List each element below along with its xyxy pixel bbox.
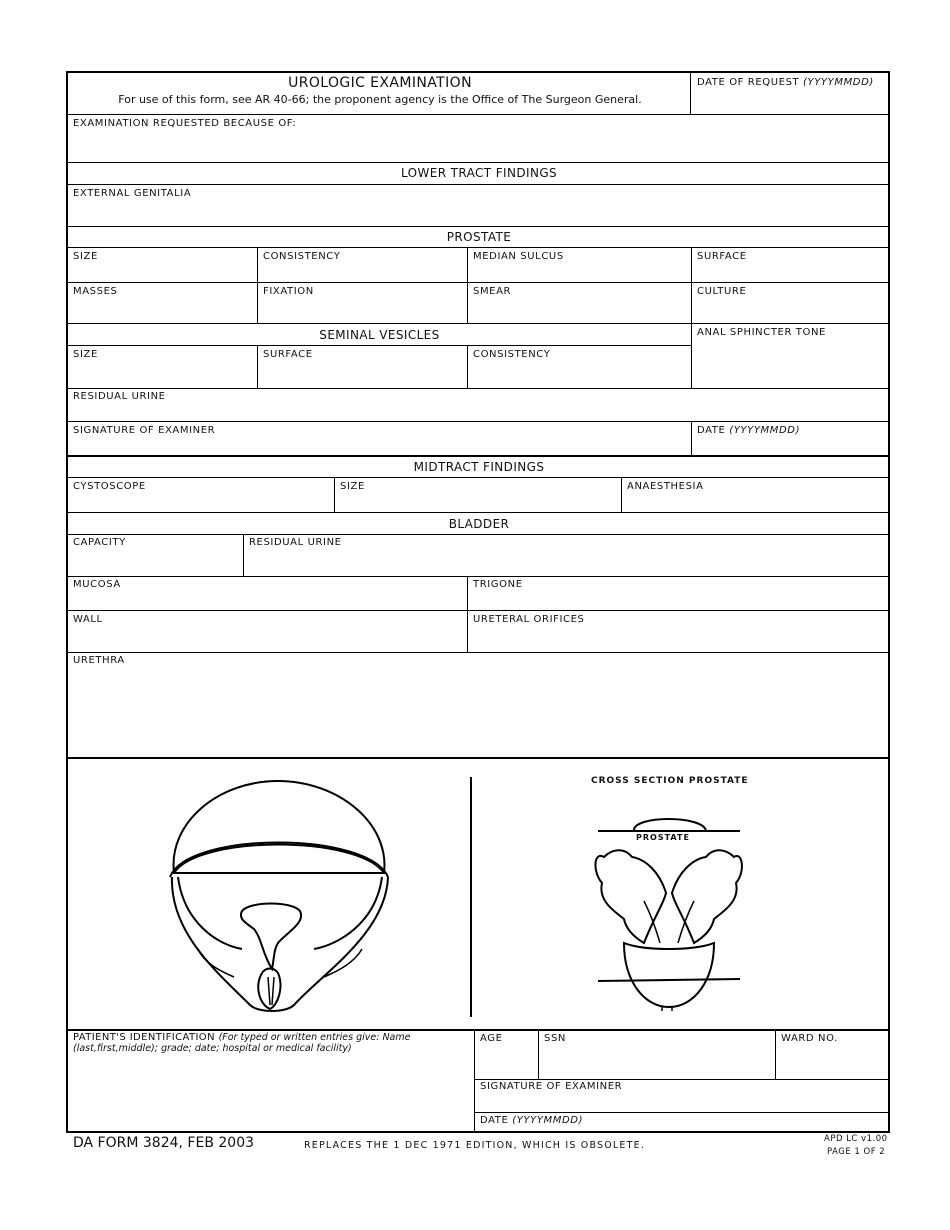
urethra-field[interactable] <box>68 667 890 755</box>
form-number: DA FORM 3824, FEB 2003 <box>73 1135 255 1151</box>
seminal-surface-label: SURFACE <box>263 349 313 360</box>
anaesthesia-field[interactable] <box>622 493 890 511</box>
prostate-surface-label: SURFACE <box>697 251 747 262</box>
ssn-label: SSN <box>544 1033 566 1044</box>
smear-label: SMEAR <box>473 286 512 297</box>
ward-no-label: WARD NO. <box>781 1033 838 1044</box>
bladder-inner-right <box>314 877 382 949</box>
seminal-consistency-label: CONSISTENCY <box>473 349 551 360</box>
cross-section-top-arc <box>634 819 706 831</box>
replaces-notice: REPLACES THE 1 DEC 1971 EDITION, WHICH IS OBSOLETE. <box>304 1140 646 1151</box>
bladder-heading: BLADDER <box>448 517 510 531</box>
seminal-size-label: SIZE <box>73 349 98 360</box>
seminal-consistency-field[interactable] <box>468 361 690 387</box>
fixation-label: FIXATION <box>263 286 314 297</box>
patient-date-field[interactable] <box>568 1114 890 1130</box>
anal-sphincter-field[interactable] <box>692 339 890 387</box>
trigone-outline <box>241 904 301 970</box>
seminal-surface-field[interactable] <box>258 361 466 387</box>
seminal-size-field[interactable] <box>68 361 256 387</box>
culture-label: CULTURE <box>697 286 747 297</box>
bladder-diagram <box>158 773 398 1018</box>
urethra-lines <box>268 977 274 1005</box>
form-subtitle: For use of this form, see AR 40-66; the proponent agency is the Office of The Surgeon General. <box>118 93 642 106</box>
mucosa-field[interactable] <box>68 591 466 609</box>
external-genitalia-field[interactable] <box>68 201 890 226</box>
prostate-diagram-label: PROSTATE <box>636 833 690 842</box>
ssn-field[interactable] <box>539 1045 775 1077</box>
prostate-size-field[interactable] <box>68 263 256 281</box>
date-label: DATE (YYYYMMDD) <box>697 425 801 436</box>
ureteral-orifices-label: URETERAL ORIFICES <box>473 614 585 625</box>
midtract-size-field[interactable] <box>335 493 620 511</box>
prostate-heading: PROSTATE <box>446 230 512 244</box>
trigone-field[interactable] <box>468 591 890 609</box>
patient-id-field[interactable] <box>68 1057 472 1131</box>
version-label: APD LC v1.00 <box>824 1134 888 1144</box>
bladder-dome-rim <box>174 845 384 874</box>
median-sulcus-field[interactable] <box>468 263 690 281</box>
exam-reason-field[interactable] <box>68 131 890 161</box>
cystoscope-label: CYSTOSCOPE <box>73 481 146 492</box>
capacity-label: CAPACITY <box>73 537 126 548</box>
age-field[interactable] <box>475 1045 537 1077</box>
vas-deferens <box>644 901 694 943</box>
page-number: PAGE 1 OF 2 <box>827 1147 886 1157</box>
cross-section-title: CROSS SECTION PROSTATE <box>591 776 749 786</box>
fixation-field[interactable] <box>258 298 466 322</box>
signature-examiner-field[interactable] <box>68 437 690 455</box>
urethra-label: URETHRA <box>73 655 125 666</box>
cystoscope-field[interactable] <box>68 493 333 511</box>
patient-id-label: PATIENT'S IDENTIFICATION (For typed or written entries give: Name <box>73 1032 411 1043</box>
ureteral-orifices-field[interactable] <box>468 626 890 651</box>
prostate-body <box>624 943 714 1007</box>
bladder-residual-urine-field[interactable] <box>244 549 890 575</box>
signature-examiner-label: SIGNATURE OF EXAMINER <box>73 425 216 436</box>
anaesthesia-label: ANAESTHESIA <box>627 481 704 492</box>
urologic-exam-form <box>66 71 890 1133</box>
external-genitalia-label: EXTERNAL GENITALIA <box>73 188 192 199</box>
residual-urine-label: RESIDUAL URINE <box>73 391 166 402</box>
date-of-request-field[interactable] <box>691 89 890 114</box>
wall-label: WALL <box>73 614 103 625</box>
masses-label: MASSES <box>73 286 118 297</box>
bladder-dome-outline <box>174 781 385 873</box>
exam-reason-label: EXAMINATION REQUESTED BECAUSE OF: <box>73 118 297 129</box>
patient-id-note: (last,first,middle); grade; date; hospital or medical facility) <box>73 1043 352 1054</box>
cross-section-bottom-line <box>598 979 740 981</box>
form-title: UROLOGIC EXAMINATION <box>288 75 472 91</box>
bladder-inner-left <box>178 877 242 949</box>
patient-date-label: DATE (YYYYMMDD) <box>480 1115 584 1126</box>
prostate-size-label: SIZE <box>73 251 98 262</box>
patient-signature-label: SIGNATURE OF EXAMINER <box>480 1081 623 1092</box>
prostate-consistency-field[interactable] <box>258 263 466 281</box>
seminal-vesicles-heading: SEMINAL VESICLES <box>319 328 440 342</box>
smear-field[interactable] <box>468 298 690 322</box>
ward-no-field[interactable] <box>776 1045 890 1077</box>
capacity-field[interactable] <box>68 549 242 575</box>
wall-field[interactable] <box>68 626 466 651</box>
lower-tract-heading: LOWER TRACT FINDINGS <box>400 166 558 180</box>
bladder-residual-urine-label: RESIDUAL URINE <box>249 537 342 548</box>
age-label: AGE <box>480 1033 503 1044</box>
masses-field[interactable] <box>68 298 256 322</box>
prostate-consistency-label: CONSISTENCY <box>263 251 341 262</box>
midtract-heading: MIDTRACT FINDINGS <box>413 460 545 474</box>
residual-urine-field[interactable] <box>68 403 890 421</box>
culture-field[interactable] <box>692 298 890 322</box>
trigone-label: TRIGONE <box>473 579 523 590</box>
date-of-request-label: DATE OF REQUEST (YYYYMMDD) <box>697 77 874 88</box>
bladder-dome-rim-outer <box>170 843 388 878</box>
median-sulcus-label: MEDIAN SULCUS <box>473 251 564 262</box>
anal-sphincter-label: ANAL SPHINCTER TONE <box>697 327 826 338</box>
date-field[interactable] <box>692 437 890 455</box>
midtract-size-label: SIZE <box>340 481 365 492</box>
prostate-surface-field[interactable] <box>692 263 890 281</box>
patient-signature-field[interactable] <box>475 1093 890 1111</box>
mucosa-label: MUCOSA <box>73 579 121 590</box>
